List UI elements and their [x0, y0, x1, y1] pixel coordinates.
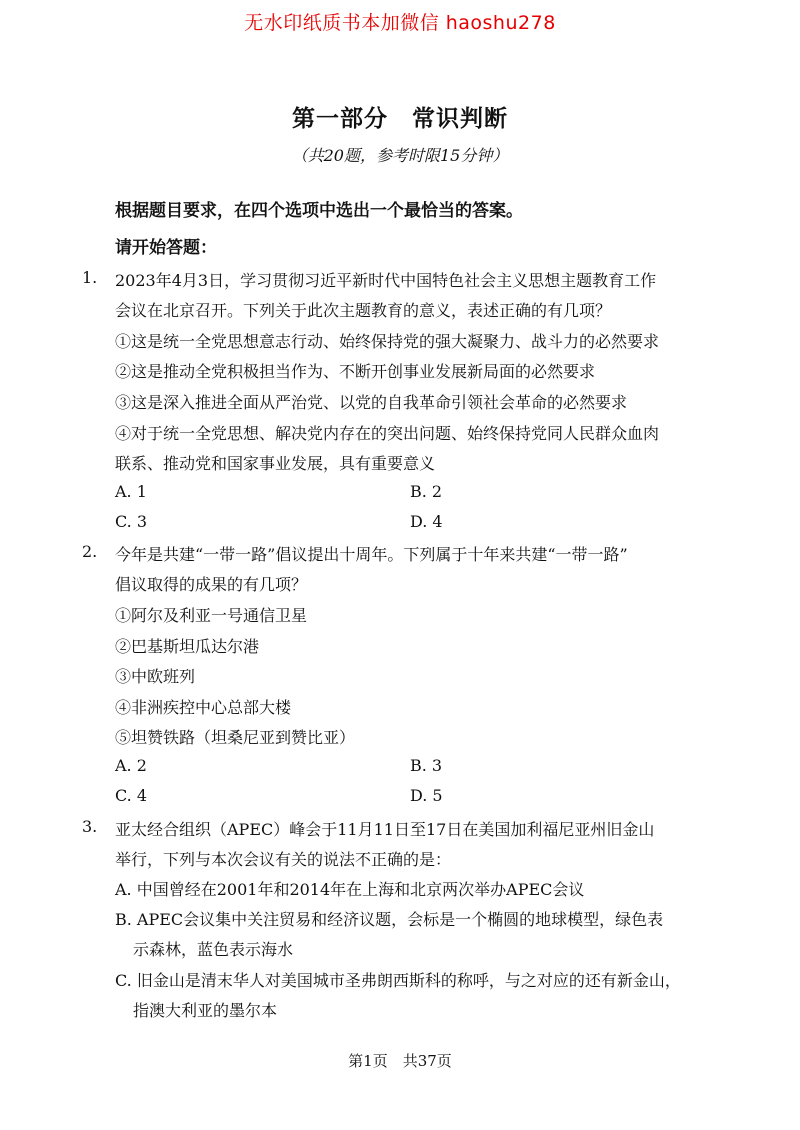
question-2-option-c: C. 4: [115, 786, 148, 805]
question-2-stem-line: 今年是共建“一带一路”倡议提出十周年。下列属于十年来共建“一带一路”: [115, 545, 628, 564]
section-subtitle: （共20题，参考时限15分钟）: [291, 146, 509, 165]
watermark: 无水印纸质书本加微信 haoshu278: [244, 12, 556, 34]
question-1-item: ②这是推动全党积极担当作为、不断开创事业发展新局面的必然要求: [115, 362, 596, 381]
question-3-number: 3.: [82, 817, 98, 836]
question-1-option-c: C. 3: [115, 512, 148, 531]
question-3-option-a: A. 中国曾经在2001年和2014年在上海和北京两次举办APEC会议: [115, 880, 585, 899]
instructions-start: 请开始答题：: [115, 238, 217, 258]
question-2-item: ①阿尔及利亚一号通信卫星: [115, 606, 308, 625]
page-footer: 第1页 共37页: [348, 1052, 452, 1070]
question-2-item: ②巴基斯坦瓜达尔港: [115, 637, 260, 656]
question-1-item: 联系、推动党和国家事业发展，具有重要意义: [115, 454, 436, 473]
question-1-stem-line: 会议在北京召开。下列关于此次主题教育的意义，表述正确的有几项？: [115, 301, 612, 320]
question-2-option-b: B. 3: [410, 756, 443, 775]
question-1-item: ①这是统一全党思想意志行动、始终保持党的强大凝聚力、战斗力的必然要求: [115, 332, 660, 351]
question-2-item: ③中欧班列: [115, 667, 196, 686]
question-3-option-c: C. 旧金山是清末华人对美国城市圣弗朗西斯科的称呼，与之对应的还有新金山，: [115, 971, 681, 990]
question-2-option-d: D. 5: [410, 786, 443, 805]
question-1-option-d: D. 4: [410, 512, 443, 531]
question-1-item: ③这是深入推进全面从严治党、以党的自我革命引领社会革命的必然要求: [115, 393, 628, 412]
question-2-item: ④非洲疾控中心总部大楼: [115, 698, 292, 717]
question-2-stem-line: 倡议取得的成果的有几项？: [115, 575, 308, 594]
question-2-number: 2.: [82, 542, 98, 561]
question-2-item: ⑤坦赞铁路（坦桑尼亚到赞比亚）: [115, 728, 356, 747]
question-2-option-a: A. 2: [115, 756, 147, 775]
question-3-stem-line: 举行，下列与本次会议有关的说法不正确的是：: [115, 850, 452, 869]
instructions-text: 根据题目要求，在四个选项中选出一个最恰当的答案。: [115, 201, 523, 221]
question-3-option-c-cont: 指澳大利亚的墨尔本: [133, 1001, 278, 1020]
question-1-item: ④对于统一全党思想、解决党内存在的突出问题、始终保持党同人民群众血肉: [115, 424, 660, 443]
question-3-option-b: B. APEC会议集中关注贸易和经济议题，会标是一个椭圆的地球模型，绿色表: [115, 910, 664, 929]
section-title: 第一部分 常识判断: [292, 106, 508, 132]
question-1-option-b: B. 2: [410, 482, 443, 501]
question-3-option-b-cont: 示森林，蓝色表示海水: [133, 940, 294, 959]
question-1-number: 1.: [82, 268, 98, 287]
question-3-stem-line: 亚太经合组织（APEC）峰会于11月11日至17日在美国加利福尼亚州旧金山: [115, 820, 655, 839]
question-1-option-a: A. 1: [115, 482, 147, 501]
question-1-stem-line: 2023年4月3日，学习贯彻习近平新时代中国特色社会主义思想主题教育工作: [115, 271, 657, 290]
